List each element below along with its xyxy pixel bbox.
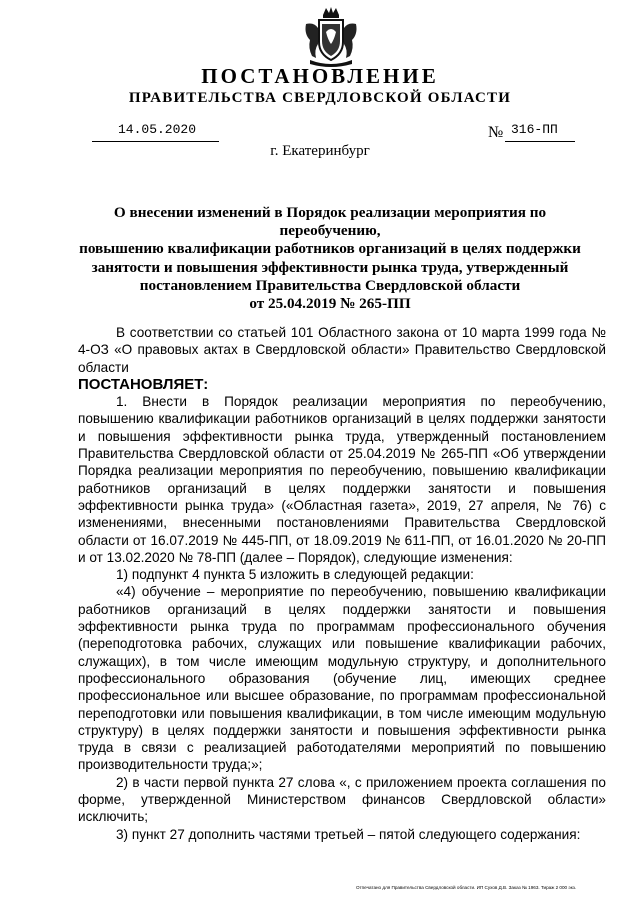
paragraph-3: «4) обучение – мероприятие по переобучению, повышению квалификации работников организаций в целях поддержки занятости и повышения эффективности рынка труда по программам профессионального обучения (переподготовка рабочих, служащих или повышение квалификации рабочих, служащих), в том числе имеющим модульную структуру, и дополнительного профессионального образования (обучение лиц, имеющих среднее профессиональное или высшее образование, по программам профессиональной переподготовки или повышения квалификации, в том числе имеющим модульную структуру) в целях поддержки занятости и повышения эффективности рынка труда в связи с реализацией работодателями мероприятий по повышению производительности труда;»; (78, 584, 606, 773)
paragraph-5: 3) пункт 27 дополнить частями третьей – пятой следующего содержания: (116, 826, 581, 842)
intro-paragraph: В соответствии со статьей 101 Областного закона от 10 марта 1999 года № 4-ОЗ «О правовых актах в Свердловской области» Правительство Свердловской области (78, 325, 606, 375)
date-underline (92, 141, 219, 142)
heading-line: от 25.04.2019 № 265-ПП (249, 295, 411, 313)
number-sign: № (488, 124, 504, 141)
document-type-title: ПОСТАНОВЛЕНИЕ (201, 64, 439, 88)
heading-line: постановлением Правительства Свердловской области (139, 276, 521, 294)
document-body (78, 324, 606, 843)
document-date: 14.05.2020 (118, 122, 197, 137)
issuing-authority: ПРАВИТЕЛЬСТВА СВЕРДЛОВСКОЙ ОБЛАСТИ (128, 90, 512, 106)
decree-label: ПОСТАНОВЛЯЕТ: (78, 375, 209, 393)
heading-line: занятости и повышения эффективности рынка труда, утвержденный (91, 258, 569, 276)
city-name: г. Екатеринбург (270, 143, 370, 159)
document-heading (78, 204, 582, 313)
heading-line: О внесении изменений в Порядок реализации мероприятия по переобучению, (113, 204, 547, 240)
heading-line: повышению квалификации работников организаций в целях поддержки (79, 240, 581, 258)
print-note: Отпечатано для Правительства Свердловской области. ИП Сухов Д.В. Заказ № 1963. Тираж 2 000 экз. (356, 885, 577, 890)
paragraph-4: 2) в части первой пункта 27 слова «, с приложением проекта соглашения по форме, утвержденной Министерством финансов Свердловской области» исключить; (78, 774, 606, 825)
coat-of-arms-icon (302, 6, 360, 70)
paragraph-1: 1. Внести в Порядок реализации мероприятия по переобучению, повышению квалификации работников организаций в целях поддержки занятости и повышения эффективности рынка труда, утвержденный постановлением Правительства Свердловской области от 25.04.2019 № 265-ПП «Об утверждении Порядка реализации мероприятия по переобучению, повышению квалификации работников организаций в целях поддержки занятости и повышения эффективности рынка труда» («Областная газета», 2019, 27 апреля, № 76) с изменениями, внесенными постановлениями Правительства Свердловской области от 16.07.2019 № 445-ПП, от 18.09.2019 № 611-ПП, от 16.01.2020 № 20-ПП и от 13.02.2020 № 78-ПП (далее – Порядок), следующие изменения: (78, 394, 606, 565)
paragraph-2: 1) подпункт 4 пункта 5 изложить в следующей редакции: (116, 567, 474, 583)
number-underline (505, 141, 575, 142)
document-number: 316-ПП (511, 122, 558, 137)
